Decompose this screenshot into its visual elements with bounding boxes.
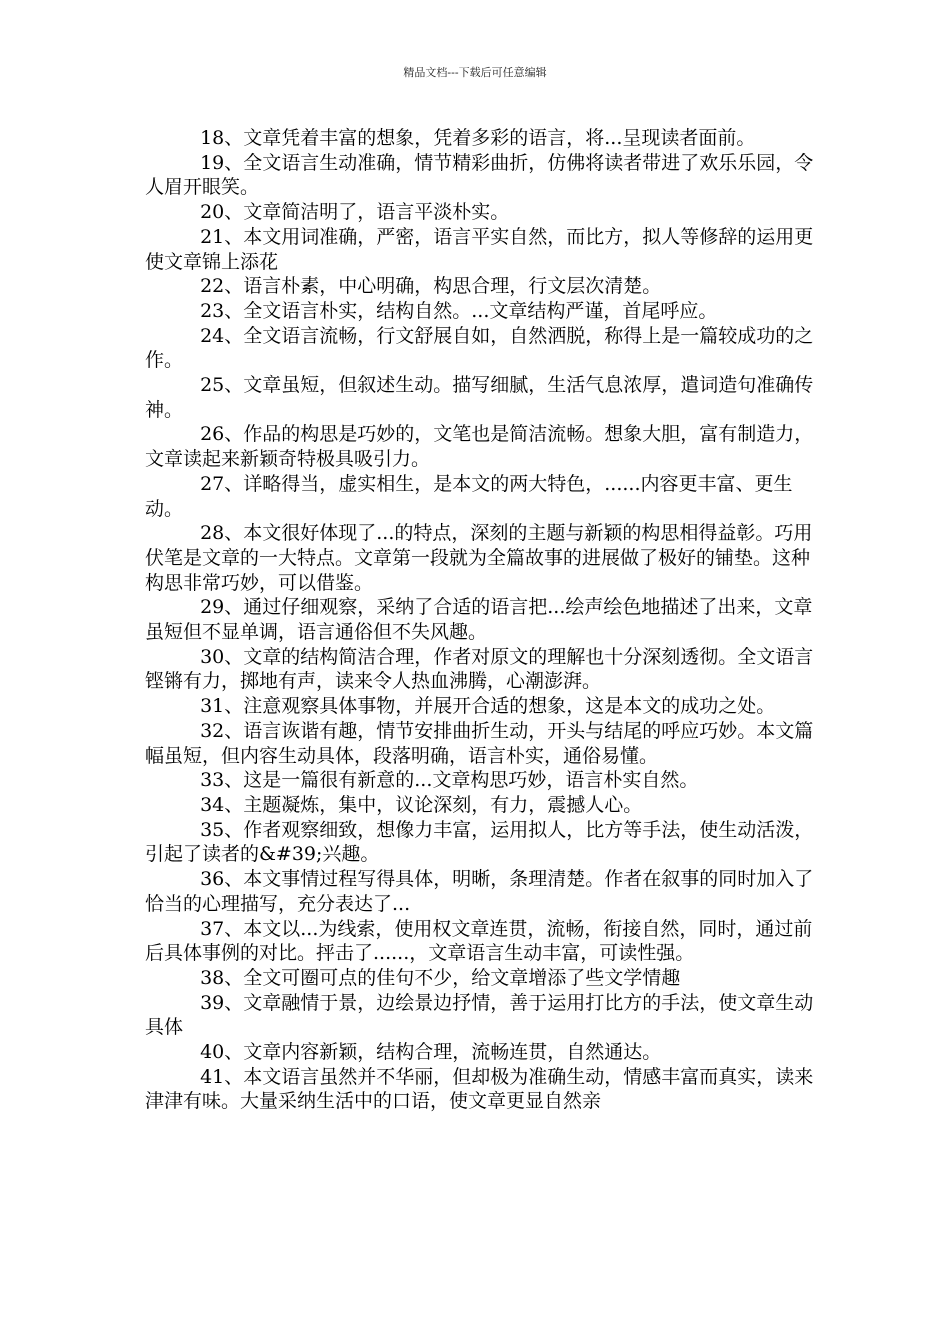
document-body <box>145 126 815 1114</box>
paragraph-38: 38、全文可圈可点的佳句不少，给文章增添了些文学情趣 <box>200 966 681 989</box>
page-header: 精品文档---下载后可任意编辑 <box>403 66 547 79</box>
paragraph-28: 28、本文很好体现了...的特点，深刻的主题与新颖的构思相得益彰。巧用伏笔是文章的一大特点。文章第一段就为全篇故事的进展做了极好的铺垫。这种构思非常巧妙，可以借鉴。 <box>145 522 813 594</box>
paragraph-29: 29、通过仔细观察，采纳了合适的语言把...绘声绘色地描述了出来，文章虽短但不显单调，语言通俗但不失风趣。 <box>145 596 813 644</box>
paragraph-34: 34、主题凝炼，集中，议论深刻，有力，震撼人心。 <box>200 793 643 816</box>
paragraph-30: 30、文章的结构简洁合理，作者对原文的理解也十分深刻透彻。全文语言铿锵有力，掷地有声，读来令人热血沸腾，心潮澎湃。 <box>145 645 814 693</box>
paragraph-32: 32、语言诙谐有趣，情节安排曲折生动，开头与结尾的呼应巧妙。本文篇幅虽短，但内容生动具体，段落明确，语言朴实，通俗易懂。 <box>145 719 814 767</box>
paragraph-23: 23、全文语言朴实，结构自然。...文章结构严谨，首尾呼应。 <box>200 299 718 322</box>
paragraph-39: 39、文章融情于景，边绘景边抒情，善于运用打比方的手法，使文章生动具体 <box>145 991 814 1039</box>
paragraph-31: 31、注意观察具体事物，并展开合适的想象，这是本文的成功之处。 <box>200 695 776 718</box>
paragraph-21: 21、本文用词准确，严密，语言平实自然，而比方，拟人等修辞的运用更使文章锦上添花 <box>145 225 814 273</box>
paragraph-18: 18、文章凭着丰富的想象，凭着多彩的语言，将...呈现读者面前。 <box>200 127 756 149</box>
paragraph-33: 33、这是一篇很有新意的...文章构思巧妙，语言朴实自然。 <box>200 769 699 792</box>
paragraph-35: 35、作者观察细致，想像力丰富，运用拟人，比方等手法，使生动活泼，引起了读者的&#39;兴趣。 <box>145 818 814 866</box>
paragraph-26: 26、作品的构思是巧妙的，文笔也是简洁流畅。想象大胆，富有制造力，文章读起来新颖奇特极具吸引力。 <box>145 423 814 471</box>
paragraph-27: 27、详略得当，虚实相生，是本文的两大特色，......内容更丰富、更生动。 <box>145 472 793 520</box>
paragraph-40: 40、文章内容新颖，结构合理，流畅连贯，自然通达。 <box>200 1041 662 1064</box>
paragraph-20: 20、文章简洁明了，语言平淡朴实。 <box>200 201 510 224</box>
paragraph-25: 25、文章虽短，但叙述生动。描写细腻，生活气息浓厚，遣词造句准确传神。 <box>145 374 814 421</box>
paragraph-24: 24、全文语言流畅，行文舒展自如，自然洒脱，称得上是一篇较成功的之作。 <box>145 324 814 372</box>
paragraph-36: 36、本文事情过程写得具体，明晰，条理清楚。作者在叙事的同时加入了恰当的心理描写，充分表达了... <box>145 868 814 915</box>
paragraph-41: 41、本文语言虽然并不华丽，但却极为准确生动，情感丰富而真实，读来津津有味。大量采纳生活中的口语，使文章更显自然亲 <box>145 1065 814 1113</box>
paragraph-37: 37、本文以...为线索，使用权文章连贯，流畅，衔接自然，同时，通过前后具体事例的对比。抨击了......，文章语言生动丰富，可读性强。 <box>145 917 813 965</box>
paragraph-19: 19、全文语言生动准确，情节精彩曲折，仿佛将读者带进了欢乐乐园，令人眉开眼笑。 <box>145 151 814 199</box>
paragraph-22: 22、语言朴素，中心明确，构思合理，行文层次清楚。 <box>200 275 662 298</box>
